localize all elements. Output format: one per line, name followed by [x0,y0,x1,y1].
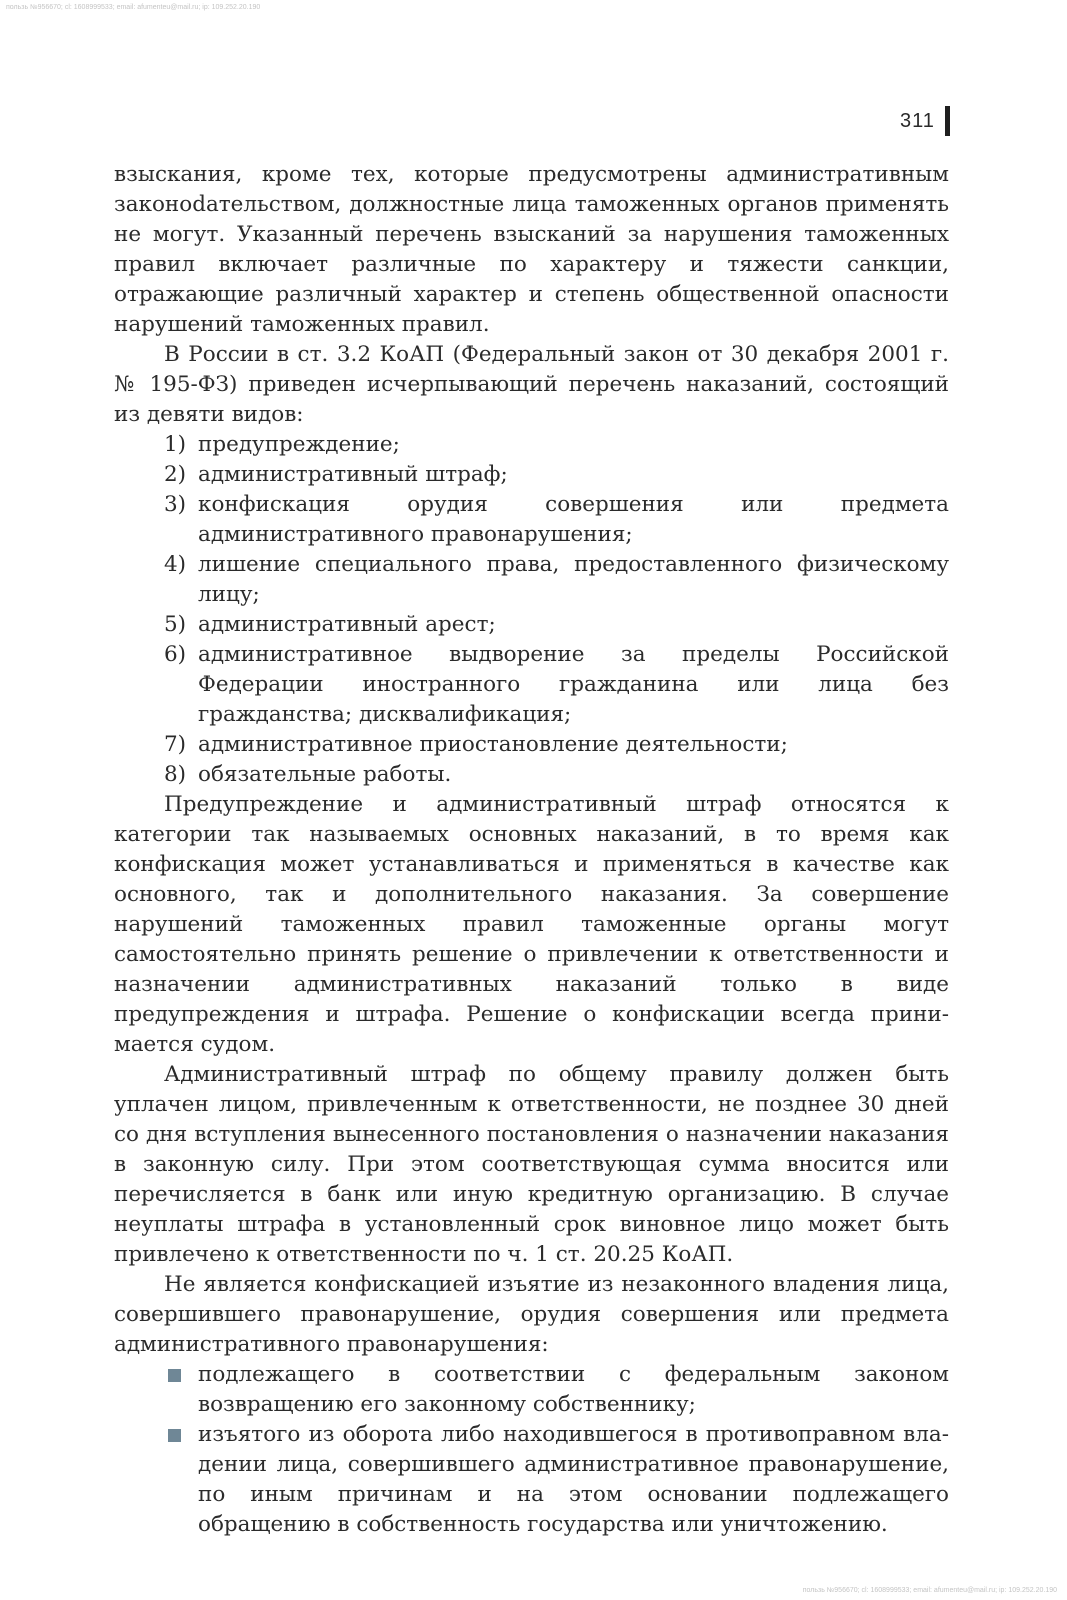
paragraph-koap-intro: В России в ст. 3.2 КоАП (Федеральный закон от 30 декабря 2001 г. № 195-ФЗ) приведен исчерпывающий перечень наказаний, состоящий из девяти видов: [114,342,949,427]
list-item-text: конфискация орудия совершения или предмета административного правонарушения; [198,492,949,547]
paragraph-continuation: взыскания, кроме тех, которые предусмотрены административным законоdательством, должностные лица таможенных органов применять не могут. Указанный перечень взысканий за нарушения таможенных правил включает различные по характеру и тяжести санкции, отражающие различный характер и степень общественной опасности нарушений таможенных правил. [114,162,949,337]
square-bullet-icon [168,1360,198,1420]
list-item-number: 3) [164,492,187,517]
paragraph-fine-payment: Административный штраф по общему правилу должен быть уплачен лицом, привлеченным к ответственности, не позднее 30 дней со дня вступления вынесенного постановления о назначении наказания в законную силу. При этом соответствующая сумма вносится или перечисляется в банк или иную кредитную организацию. В случае неуплаты штрафа в установленный срок виновное лицо может быть привлечено к ответственности по ч. 1 ст. 20.25 КоАП. [114,1062,949,1267]
page-number-bar [945,106,950,136]
list-item-number: 8) [164,762,187,787]
list-item-text: административное выдворение за пределы Российской Федерации иностранного гражданина или лица без гражданства; дисквалификация; [198,642,949,727]
list-item [164,760,949,790]
watermark-top: пользь №956670; cl: 1608999533; email: afumenteu@mail.ru; ip: 109.252.20.190 [6,4,261,11]
list-item-text: лишение специального права, предоставленного физическому лицу; [198,552,949,607]
list-item-number: 5) [164,612,187,637]
list-item-number: 2) [164,462,187,487]
page-header [900,106,950,136]
page-number: 311 [900,109,935,132]
paragraph-main-penalties: Предупреждение и административный штраф относятся к категории так называемых основных наказаний, в то время как конфискация может устанавливаться и применяться в качестве как основного, так и дополнительного наказания. За совершение нарушений таможенных правил таможенные органы могут самостоятельно принять решение о привлечении к ответственности и назначении административных наказаний только в виде предупреждения и штрафа. Решение о конфискации всегда принимается судом. [114,792,949,1057]
square-bullet-icon [168,1420,198,1540]
list-item-text: административный штраф; [198,462,508,487]
list-item-number: 6) [164,642,187,667]
list-item-text: административный арест; [198,612,496,637]
list-item [164,550,949,610]
list-item-text: административное приостановление деятельности; [198,732,788,757]
paragraph-not-confiscation: Не является конфискацией изъятие из незаконного владения лица, совершившего правонарушение, орудия совершения или предмета административного правонарушения: [114,1272,949,1357]
page-body [114,160,949,1540]
list-item [164,640,949,730]
list-item-number: 1) [164,432,187,457]
exceptions-list [114,1360,949,1540]
list-item-number: 4) [164,552,187,577]
list-item [168,1360,949,1420]
list-item-text: предупреждение; [198,432,400,457]
list-item-text: изъятого из оборота либо находившегося в противоправном владении лица, совершившего административное правонарушение, по иным причинам и на этом основании подлежащего обращению в собственность государства или уничтожению. [198,1422,949,1537]
watermark-bottom: пользь №956670; cl: 1608999533; email: afumenteu@mail.ru; ip: 109.252.20.190 [802,1587,1057,1594]
list-item [164,610,949,640]
list-item [164,430,949,460]
list-item [164,460,949,490]
list-item [164,730,949,760]
list-item [168,1420,949,1540]
list-item [164,490,949,550]
list-item-number: 7) [164,732,187,757]
list-item-text: обязательные работы. [198,762,452,787]
penalties-list [114,430,949,790]
list-item-text: подлежащего в соответствии с федеральным законом возвращению его законному собственнику; [198,1362,949,1417]
